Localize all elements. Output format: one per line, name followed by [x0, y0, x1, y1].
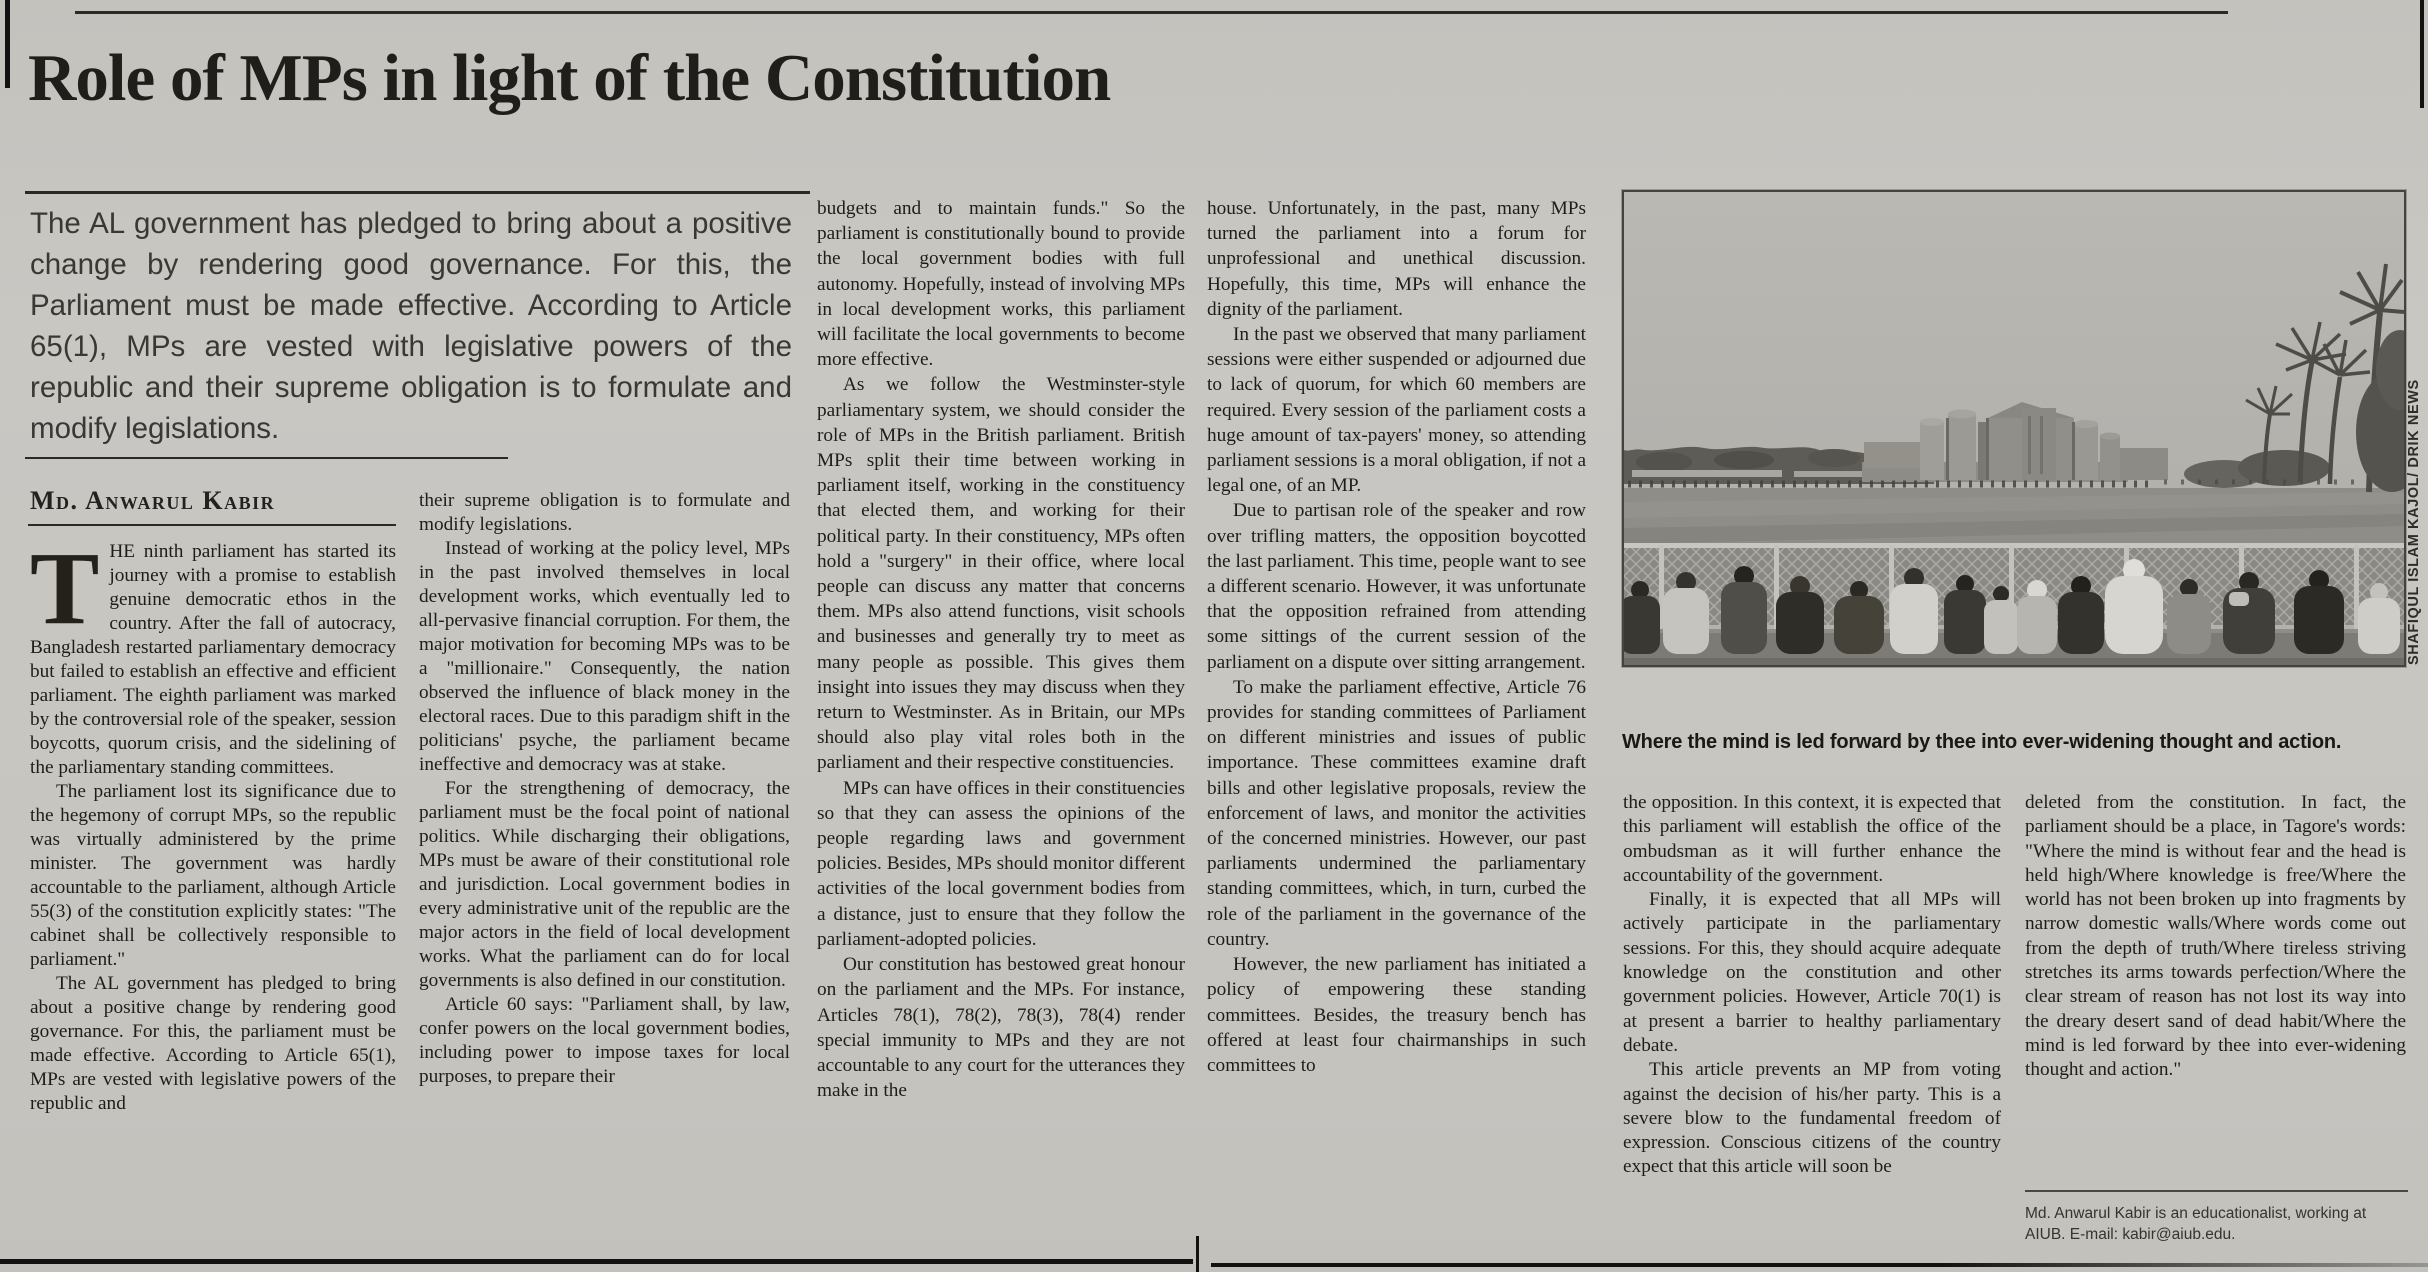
photo-credit: SHAFIQUL ISLAM KAJOL/ DRIK NEWS [2406, 379, 2422, 665]
paragraph: The parliament lost its significance due to the hegemony of corrupt MPs, so the republic was virtually administered by the prime minister. The government was hardly accountable to the parliament, although Article 55(3) of the constitution explicitly states: "The cabinet shall be collectively responsible to parliament." [30, 781, 396, 970]
parliament-photo [1622, 190, 2406, 667]
body-column-2 [419, 489, 790, 1089]
author-bio: Md. Anwarul Kabir is an educationalist, working at AIUB. E-mail: kabir@aiub.edu. [2025, 1205, 2367, 1243]
top-rule [75, 11, 2228, 14]
byline: Md. Anwarul Kabir [30, 486, 276, 515]
paragraph: Our constitution has bestowed great honour on the parliament and the MPs. For instance, Articles 78(1), 78(2), 78(3), 78(4) render special immunity to MPs and they are not accountable to any court for the utterances they make in the [817, 954, 1185, 1102]
byline-rule [28, 524, 396, 526]
paragraph: MPs can have offices in their constituencies so that they can assess the opinions of the people regarding laws and government policies. Besides, MPs should monitor different activities of the local government bodies from a distance, just to ensure that they follow the parliament-adopted policies. [817, 777, 1185, 950]
body-column-3 [817, 196, 1185, 1103]
paragraph: The AL government has pledged to bring about a positive change by rendering good governance. For this, the parliament must be made effective. According to Article 65(1), MPs are vested with legislative powers of the republic and [30, 973, 396, 1114]
column-divider-stub [1196, 1236, 1199, 1272]
standfirst-top-rule [25, 191, 810, 194]
paragraph: budgets and to maintain funds." So the parliament is constitutionally bound to provide the local government bodies with full autonomy. Hopefully, instead of involving MPs in local development works, this parliament will facilitate the local governments to become more effective. [817, 198, 1185, 371]
paragraph: deleted from the constitution. In fact, the parliament should be a place, in Tagore's words: "Where the mind is without fear and the head is held high/Where knowledge is free/Where the world has not been broken up into fragments by narrow domestic walls/Where words come out from the depth of truth/Where tireless striving stretches its arms towards perfection/Where the clear stream of reason has not lost its way into the dreary desert sand of dead habit/Where the mind is led forward by thee into ever-widening thought and action." [2025, 792, 2406, 1081]
paragraph: As we follow the Westminster-style parliamentary system, we should consider the role of MPs in the British parliament. British MPs split their time between working in parliament itself, working in the constituency that elected them, and working for their political party. In their constituency, MPs often hold a "surgery" in their office, where local people can discuss any matter that concerns them. MPs also attend functions, visit schools and businesses and generally try to meet as many people as possible. This gives them insight into issues they may discuss when they return to Westminster. As in Britain, our MPs should also play vital roles both in the parliament and their respective constituencies. [817, 374, 1185, 774]
paragraph: However, the new parliament has initiated a policy of empowering these standing committees. Besides, the treasury bench has offered at least four chairmanships in such committees to [1207, 954, 1586, 1076]
paragraph: To make the parliament effective, Article 76 provides for standing committees of Parliament on different ministries and issues of public importance. These committees examine draft bills and other legislative proposals, review the enforcement of laws, and monitor the activities of the concerned ministries. However, our past parliaments undermined the parliamentary standing committees, which, in turn, curbed the role of the parliament in the governance of the country. [1207, 676, 1586, 950]
scan-edge-mark-right [2420, 0, 2424, 108]
paragraph: Due to partisan role of the speaker and row over trifling matters, the opposition boycotted the last parliament. This time, people want to see a different scenario. However, it was unfortunate that the opposition refrained from attending some sittings of the current session of the parliament on a dispute over sitting arrangement. [1207, 500, 1586, 673]
paragraph: Finally, it is expected that all MPs will actively participate in the parliamentary sessions. For this, they should acquire adequate knowledge on the constitution and other government policies. However, Article 70(1) is at present a barrier to healthy parliamentary debate. [1623, 889, 2001, 1056]
body-column-5 [1623, 791, 2001, 1180]
body-column-4 [1207, 196, 1586, 1078]
body-column-6 [2025, 791, 2406, 1083]
standfirst: The AL government has pledged to bring about a positive change by rendering good governance. For this, the Parliament must be made effective. According to Article 65(1), MPs are vested with legislative powers of the republic and their supreme obligation is to formulate and modify legislations. [30, 207, 792, 445]
paragraph: Instead of working at the policy level, MPs in the past involved themselves in local development works, which eventually led to all-pervasive financial corruption. For them, the major motivation for becoming MPs was to be a "millionaire." Consequently, the nation observed the influence of black money in the electoral races. Due to this paradigm shift in the politicians' psyche, the parliament became ineffective and democracy was at stake. [419, 538, 790, 775]
paragraph: Article 60 says: "Parliament shall, by law, confer powers on the local government bodies, including power to impose taxes for local purposes, to prepare their [419, 994, 790, 1087]
paragraph [30, 531, 396, 780]
parliament-photo-art [1624, 192, 2404, 665]
body-column-1 [30, 531, 396, 1116]
paragraph: For the strengthening of democracy, the parliament must be the focal point of national politics. While discharging their obligations, MPs must be aware of their constitutional role and jurisdiction. Local government bodies in every administrative unit of the republic are the major actors in the field of local development works. What the parliament can do for local governments is also defined in our constitution. [419, 778, 790, 991]
paragraph: In the past we observed that many parliament sessions were either suspended or adjourned due to lack of quorum, for which 60 members are required. Every session of the parliament costs a huge amount of tax-payers' money, so attending parliament sessions is a moral obligation, if not a legal one, of an MP. [1207, 324, 1586, 497]
drop-cap: T [30, 531, 100, 646]
paragraph: house. Unfortunately, in the past, many MPs turned the parliament into a forum for unprofessional and unethical discussion. Hopefully, this time, MPs will enhance the dignity of the parliament. [1207, 198, 1586, 320]
standfirst-bottom-rule [25, 457, 508, 459]
bottom-rule-left [0, 1259, 1193, 1264]
photo-caption: Where the mind is led forward by thee into ever-widening thought and action. [1622, 731, 2342, 753]
headline: Role of MPs in light of the Constitution [28, 41, 1111, 115]
paragraph: the opposition. In this context, it is expected that this parliament will establish the office of the ombudsman as it will further enhance the accountability of the government. [1623, 792, 2001, 886]
bio-rule [2025, 1190, 2408, 1192]
paragraph: This article prevents an MP from voting against the decision of his/her party. This is a severe blow to the fundamental freedom of expression. Conscious citizens of the country expect that this article will soon be [1623, 1059, 2001, 1178]
paragraph: their supreme obligation is to formulate and modify legislations. [419, 490, 790, 535]
lawn [1624, 488, 2404, 547]
bottom-rule-right [1211, 1263, 2428, 1267]
paragraph-text: HE ninth parliament has started its journey with a promise to establish genuine democratic ethos in the country. After the fall of autocracy, Bangladesh restarted parliamentary democracy but failed to establish an effective and efficient parliament. The eighth parliament was marked by the controversial role of the speaker, session boycotts, quorum crisis, and the sidelining of the parliamentary standing committees. [30, 541, 396, 778]
scan-edge-mark-left [5, 0, 10, 88]
